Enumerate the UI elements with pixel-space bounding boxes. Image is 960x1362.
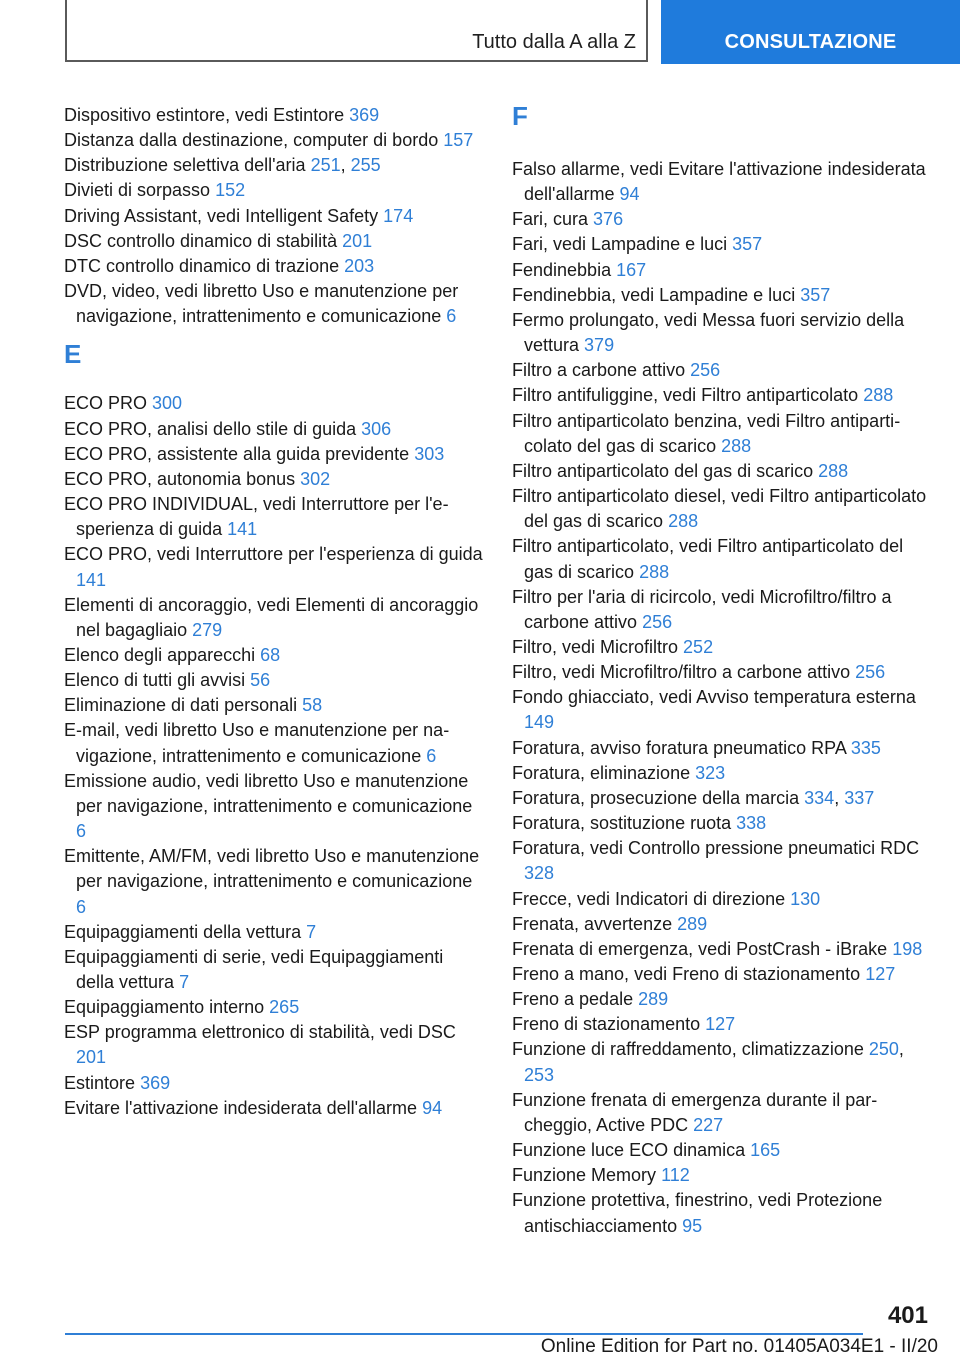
entry-term: Freno a mano, vedi Freno di stazionamento [512, 964, 861, 984]
entry-term: Freno a pedale [512, 989, 634, 1010]
entry-term: Filtro, vedi Microfiltro [512, 636, 679, 657]
page-link[interactable]: 357 [800, 284, 831, 305]
entry-term: E-mail, vedi libretto Uso e manutenzione per navigazione, intrattenimento e comunicazione [64, 720, 450, 766]
entry-term: ESP programma elettronico di stabilità, vedi DSC [64, 1022, 456, 1043]
index-entry [512, 232, 930, 257]
index-entry [512, 1012, 930, 1037]
entry-term: DTC controllo dinamico di trazione [64, 255, 340, 276]
index-entry [512, 1088, 930, 1138]
page-link[interactable]: 256 [642, 611, 673, 632]
index-entry [512, 987, 930, 1012]
entry-term: Fendinebbia [512, 259, 612, 280]
page-link[interactable]: 130 [790, 888, 821, 909]
entry-term: Driving Assistant, vedi Intelligent Safety [64, 205, 379, 226]
entry-term: Funzione luce ECO dinamica [512, 1140, 746, 1161]
entry-term: Distanza dalla destinazione, computer di bordo [64, 130, 439, 151]
index-entry [64, 128, 484, 153]
index-column-left [64, 103, 484, 1121]
page-link[interactable]: 253 [524, 1064, 555, 1085]
page-link[interactable]: 328 [524, 863, 555, 884]
index-entry [512, 660, 930, 685]
page-link[interactable]: 265 [269, 997, 300, 1018]
index-entry [64, 693, 484, 718]
entry-term: Filtro antiparticolato, vedi Filtro antiparticolato del gas di scarico [512, 536, 904, 582]
index-entry [512, 635, 930, 660]
entry-term: Foratura, sostituzione ruota [512, 813, 732, 834]
page-link[interactable]: 94 [619, 184, 640, 205]
index-entry [512, 383, 930, 408]
page-link[interactable]: 141 [227, 519, 258, 540]
page-link[interactable]: 165 [750, 1140, 781, 1161]
index-entry [64, 442, 484, 467]
entry-term: Elenco di tutti gli avvisi [64, 670, 246, 691]
index-entry [512, 761, 930, 786]
entry-term: Filtro antiparticolato del gas di scarico [512, 460, 814, 481]
entry-term: ECO PRO [64, 393, 148, 414]
entry-term: Frecce, vedi Indicatori di direzione [512, 888, 786, 909]
page-link[interactable]: 95 [682, 1215, 703, 1236]
page-link[interactable]: 289 [677, 913, 708, 934]
page-link[interactable]: 149 [524, 712, 555, 733]
index-entry [512, 912, 930, 937]
index-entry [64, 1071, 484, 1096]
entry-term: Equipaggiamenti della vettura [64, 921, 302, 942]
entry-term: Estintore [64, 1072, 136, 1093]
page-link[interactable]: 203 [344, 255, 375, 276]
page-link[interactable]: 6 [76, 821, 87, 842]
page-link[interactable]: 369 [349, 105, 380, 125]
page-number: 401 [887, 1302, 928, 1329]
page-link[interactable]: 306 [361, 418, 392, 439]
entry-term: Foratura, prosecuzione della marcia [512, 787, 800, 808]
page-link[interactable]: 141 [76, 569, 107, 590]
entry-term: Foratura, eliminazione [512, 762, 691, 783]
entry-term: Funzione frenata di emergenza durante il parcheggio, Active PDC [512, 1089, 878, 1135]
page-link[interactable]: 303 [414, 443, 445, 464]
index-entry [512, 962, 930, 987]
page-link[interactable]: 335 [850, 737, 881, 758]
entry-term: Equipaggiamento interno [64, 997, 265, 1018]
index-entry [64, 178, 484, 203]
index-entry [512, 811, 930, 836]
index-entry [512, 585, 930, 635]
entry-term: Equipaggiamenti di serie, vedi Equipaggiamenti della vettura [64, 946, 444, 992]
index-entry: Funzione di raffreddamento, climatizzazione 250, 253 [512, 1039, 904, 1085]
page-link[interactable]: 300 [152, 393, 183, 414]
page-link[interactable]: 198 [892, 938, 923, 959]
index-entry [512, 685, 930, 735]
page-link[interactable]: 288 [668, 511, 699, 532]
entry-term: Frenata, avvertenze [512, 913, 673, 934]
page-link[interactable]: 251 [310, 155, 341, 176]
page-link[interactable]: 7 [306, 921, 317, 942]
index-entry [512, 1188, 930, 1238]
index-entry [64, 542, 484, 592]
page-link[interactable]: 152 [215, 180, 246, 201]
page-link[interactable]: 252 [683, 636, 714, 657]
index-entry [512, 358, 930, 383]
entry-term: Fermo prolungato, vedi Messa fuori servizio della vettura [512, 309, 905, 356]
index-entry [512, 283, 930, 308]
page-link[interactable]: 369 [140, 1072, 171, 1093]
page-link[interactable]: 302 [300, 468, 331, 489]
entry-term: Funzione di raffreddamento, climatizzazione [512, 1039, 864, 1060]
index-entry [512, 937, 930, 962]
entry-term: Emittente, AM/FM, vedi libretto Uso e manutenzione per navigazione, intrattenimento e comunicazione [64, 846, 480, 892]
entry-term: Falso allarme, vedi Evitare l'attivazione indesiderata dell'allarme [512, 159, 926, 205]
index-entry [64, 920, 484, 945]
page-link[interactable]: 255 [350, 155, 381, 176]
page-link[interactable]: 357 [732, 234, 763, 255]
entry-term: Fendinebbia, vedi Lampadine e luci [512, 284, 796, 305]
entry-term: Fondo ghiacciato, vedi Avviso temperatura esterna [512, 687, 916, 708]
index-entry [64, 1096, 484, 1121]
consultazione-tab[interactable]: CONSULTAZIONE [661, 0, 960, 64]
index-entry [64, 417, 484, 442]
entry-term: ECO PRO, vedi Interruttore per l'esperienza di guida [64, 544, 483, 565]
entry-term: Freno di stazionamento [512, 1014, 701, 1035]
page-link[interactable]: 279 [192, 619, 223, 640]
entry-term: Filtro antiparticolato benzina, vedi Filtro antiparticolato del gas di scarico [512, 410, 901, 456]
index-entry [512, 1138, 930, 1163]
index-entry [512, 887, 930, 912]
page-link[interactable]: 250 [868, 1039, 899, 1060]
page-link[interactable]: 337 [844, 787, 875, 808]
page-link[interactable]: 338 [736, 813, 767, 834]
index-column-right [512, 103, 930, 1239]
index-entry [512, 207, 930, 232]
index-entry [64, 593, 484, 643]
entry-term: ECO PRO, assistente alla guida previdente [64, 443, 410, 464]
index-entry [512, 459, 930, 484]
page-link[interactable]: 6 [76, 896, 87, 917]
index-entry [64, 995, 484, 1020]
page-link[interactable]: 6 [446, 306, 457, 327]
index-entry [64, 229, 484, 254]
entry-term: Divieti di sorpasso [64, 180, 211, 201]
page-link[interactable]: 227 [693, 1114, 724, 1135]
index-entry [512, 484, 930, 534]
index-entry [512, 534, 930, 584]
index-letter-f: F [512, 101, 528, 131]
entry-term: Foratura, vedi Controllo pressione pneumatici RDC [512, 838, 920, 859]
page-link[interactable]: 7 [179, 972, 190, 992]
index-letter-e: E [64, 339, 82, 370]
page-link[interactable]: 288 [863, 385, 894, 406]
entry-term: Funzione Memory [512, 1165, 657, 1186]
page-link[interactable]: 56 [250, 670, 271, 691]
page-link[interactable]: 6 [426, 745, 437, 766]
page-link[interactable]: 68 [260, 644, 281, 665]
index-entry [64, 204, 484, 229]
page-link[interactable]: 157 [443, 130, 474, 151]
index-entry [64, 103, 484, 128]
page-link[interactable]: 288 [639, 561, 670, 582]
page-link[interactable]: 174 [383, 205, 414, 226]
entry-term: ECO PRO, autonomia bonus [64, 468, 296, 489]
index-entry [64, 492, 484, 542]
page-link[interactable]: 127 [865, 964, 896, 984]
section-tab[interactable]: Tutto dalla A alla Z [65, 0, 648, 62]
page-link[interactable]: 201 [342, 230, 373, 251]
entry-term: Emissione audio, vedi libretto Uso e manutenzione per navigazione, intrattenimento e comunicazione [64, 770, 473, 816]
entry-term: DSC controllo dinamico di stabilità [64, 230, 338, 251]
page-link[interactable]: 256 [855, 662, 886, 683]
page-link[interactable]: 112 [661, 1165, 690, 1186]
index-entry [512, 308, 930, 358]
index-entry [64, 945, 484, 995]
index-entry [64, 279, 484, 329]
index-entry [64, 844, 484, 919]
index-entry [512, 836, 930, 886]
page-header [65, 0, 960, 64]
entry-term: Elementi di ancoraggio, vedi Elementi di ancoraggio nel bagagliaio [64, 594, 479, 640]
index-entry [512, 157, 930, 207]
entry-term: DVD, video, vedi libretto Uso e manutenzione per navigazione, intrattenimento e comunicazione [64, 281, 459, 327]
page-link[interactable]: 289 [638, 989, 669, 1010]
index-entry [64, 467, 484, 492]
index-entry [64, 391, 484, 416]
index-entry [64, 1020, 484, 1070]
entry-term: Filtro antiparticolato diesel, vedi Filtro antiparticolato del gas di scarico [512, 486, 927, 532]
edition-note: Online Edition for Part no. 01405A034E1 - II/20 [540, 1336, 938, 1357]
page-link[interactable]: 376 [593, 209, 624, 230]
page-link[interactable]: 334 [804, 787, 835, 808]
page-link[interactable]: 288 [721, 435, 752, 456]
entry-term: Fari, cura [512, 209, 589, 230]
page-link[interactable]: 58 [302, 695, 323, 716]
entry-term: Funzione protettiva, finestrino, vedi Protezione antischiacciamento [512, 1190, 883, 1236]
page-link[interactable]: 288 [818, 460, 849, 481]
page-link[interactable]: 201 [76, 1047, 107, 1068]
page-link[interactable]: 127 [705, 1014, 736, 1035]
page-link[interactable]: 94 [422, 1097, 443, 1118]
entry-term: Elenco degli apparecchi [64, 644, 256, 665]
entry-term: Eliminazione di dati personali [64, 695, 298, 716]
index-entry [512, 258, 930, 283]
index-entry [512, 409, 930, 459]
page-link[interactable]: 167 [616, 259, 647, 280]
entry-term: Filtro per l'aria di ricircolo, vedi Microfiltro/filtro a carbone attivo [512, 586, 892, 632]
entry-term: Fari, vedi Lampadine e luci [512, 234, 728, 255]
index-entry: Distribuzione selettiva dell'aria 251, 255 [64, 155, 381, 176]
entry-term: ECO PRO, analisi dello stile di guida [64, 418, 357, 439]
page-link[interactable]: 379 [584, 335, 615, 356]
index-entry [64, 643, 484, 668]
entry-term: Filtro antifuliggine, vedi Filtro antiparticolato [512, 385, 859, 406]
entry-term: Foratura, avviso foratura pneumatico RPA [512, 737, 846, 758]
index-entry: Foratura, prosecuzione della marcia 334, 337 [512, 787, 875, 808]
entry-term: Filtro a carbone attivo [512, 360, 686, 381]
page-link[interactable]: 256 [690, 360, 721, 381]
index-entry [64, 668, 484, 693]
index-entry [64, 769, 484, 844]
entry-term: Evitare l'attivazione indesiderata dell'allarme [64, 1097, 418, 1118]
index-entry [512, 736, 930, 761]
index-entry [512, 1163, 930, 1188]
index-entry [64, 254, 484, 279]
entry-term: Dispositivo estintore, vedi Estintore [64, 105, 345, 125]
entry-term: Frenata di emergenza, vedi PostCrash - iBrake [512, 938, 888, 959]
entry-term: Filtro, vedi Microfiltro/filtro a carbone attivo [512, 662, 851, 683]
page-link[interactable]: 323 [695, 762, 726, 783]
entry-term: ECO PRO INDIVIDUAL, vedi Interruttore per l'esperienza di guida [64, 494, 449, 540]
index-entry [64, 718, 484, 768]
entry-term: Distribuzione selettiva dell'aria [64, 155, 306, 176]
